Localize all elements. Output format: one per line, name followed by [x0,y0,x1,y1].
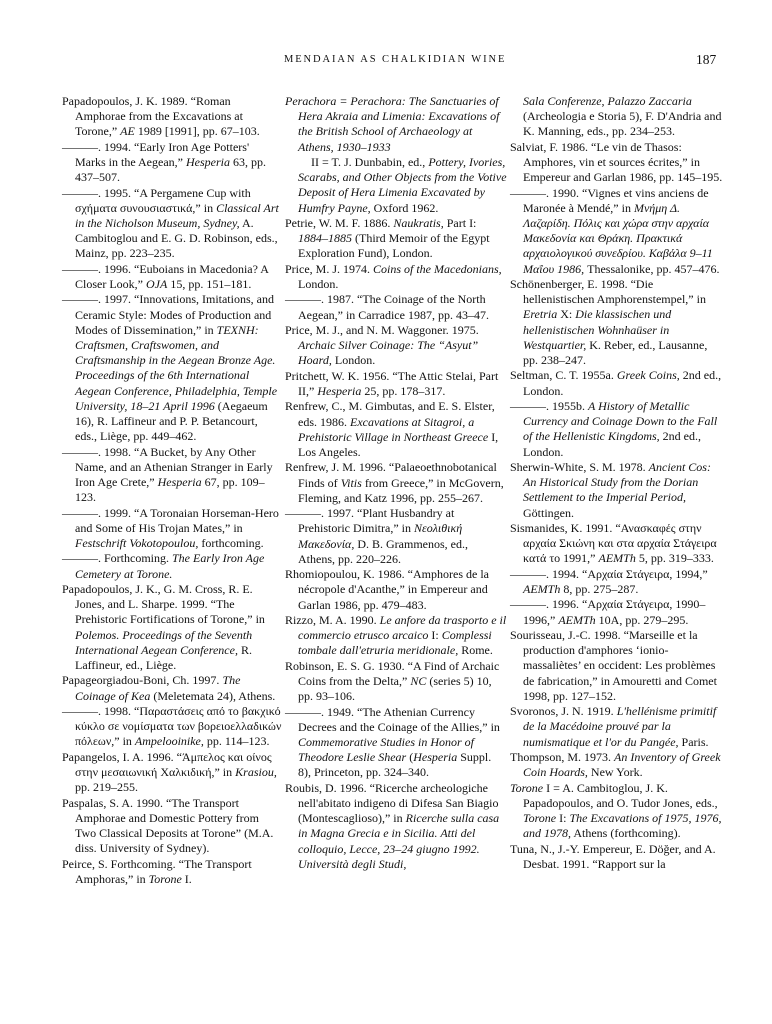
entry-text: New York. [587,765,643,780]
italic-text: Die klassischen und hellenistischen Wohnhaüser in Westquartier, [523,307,672,352]
entry-text: R. Laffineur, ed., Liège. [75,642,252,673]
bibliography-entry [285,94,507,155]
bibliography-entry [285,659,507,705]
entry-text: Rome. [458,643,493,658]
entry-text: ———. 1987. “The Coinage of the North Aegean,” in Carradice 1987, pp. 43–47. [285,292,489,322]
bibliography-entry [62,445,282,506]
entry-text: Rhomiopoulou, K. 1986. “Amphores de la nécropole d'Acanthe,” in Empereur and Garlan 1986, pp. 479–483. [285,567,489,612]
bibliography-entry [62,94,282,140]
entry-text: I, Los Angeles. [298,429,499,459]
entry-text: Göttingen. [523,505,574,520]
italic-text: Torone [148,871,182,886]
entry-text: ———. 1997. “Plant Husbandry at Prehistoric Dimitra,” in [285,506,455,536]
entry-text: Svoronos, J. N. 1919. [510,704,617,719]
entry-text: 5, pp. 319–333. [635,551,714,566]
italic-text: Classical Art in the Nicholson Museum, Sydney, [75,200,279,230]
entry-text: forthcoming. [198,536,264,551]
entry-text: K. Reber, ed., Lausanne, pp. 238–247. [523,337,708,368]
bibliography-entry [285,460,507,506]
italic-text: Torone [510,780,544,795]
italic-text: L'hellénisme primitif de la Macédoine prouvé par la numismatique et l'or du Pangée, [523,704,717,749]
entry-text: I: [556,810,570,825]
italic-text: AEMTh [558,612,596,627]
bibliography-entry [285,399,507,460]
bibliography-entry [285,369,507,399]
italic-text: Hesperia [317,383,362,398]
entry-text: Tuna, N., J.-Y. Empereur, E. Döğer, and A. Desbat. 1991. “Rapport sur la [510,841,716,871]
entry-text: A. Cambitoglou and E. G. D. Robinson, eds., Mainz, pp. 223–235. [75,216,278,261]
italic-text: Ancient Cos: An Historical Study from the Dorian Settlement to the Imperial Period, [523,460,711,505]
entry-text: 15, pp. 151–181. [167,277,252,291]
italic-text: An Inventory of Greek Coin Hoards, [523,749,721,780]
entry-text: (Meletemata 24), Athens. [150,688,276,703]
entry-text: (series 5) 10, pp. 93–106. [298,673,492,704]
bibliography-entry [510,460,724,521]
italic-text: Complessi tombale dall'etruria meridionale, [298,628,492,658]
entry-text: ———. 1994. “Early Iron Age Potters' Marks in the Aegean,” [62,139,250,169]
entry-text: ( [406,750,414,765]
italic-text: AE [120,124,135,139]
bibliography-entry [285,262,507,292]
bibliography-entry [510,368,724,398]
bibliography-entry [510,704,724,750]
entry-text: Sismanides, K. 1991. “Ανασκαφές στην αρχαία Σκιώνη και στα αρχαία Στάγειρα κατά το 1991,” [510,521,717,566]
bibliography-entry [285,705,507,781]
italic-text: Greek Coins, [616,368,680,383]
entry-text: 67, pp. 109–123. [75,475,265,505]
bibliography-entry [285,216,507,262]
page-number: 187 [696,52,717,67]
italic-text: Pottery, Ivories, Scarabs, and Other Objects from the Votive Deposit of Hera Limenia Excavated by Humfry Payne, [298,155,507,215]
bibliography-entry [62,750,282,796]
italic-text: AEMTh [598,551,636,566]
bibliography-column-3 [510,94,724,872]
bibliography-entry [510,186,724,277]
entry-text: 2nd ed., London. [523,429,701,459]
entry-text: Rizzo, M. A. 1990. [285,612,380,627]
entry-text: ———. Forthcoming. [62,551,172,566]
entry-text: Paspalas, S. A. 1990. “The Transport Amphorae and Domestic Pottery from Two Classical Deposits at Torone” (M.A. diss. University of Sydney). [62,795,274,856]
entry-text: I = A. Cambitoglou, J. K. Papadopoulos, and O. Tudor Jones, eds., [523,780,718,810]
bibliography-entry [62,506,282,552]
bibliography-entry [510,94,724,140]
italic-text: A History of Metallic Currency and Coinage Down to the Fall of the Hellenistic Kingdoms, [523,399,718,444]
italic-text: The Early Iron Age Cemetery at Torone. [75,551,265,581]
entry-text: Petrie, W. M. F. 1886. [285,216,394,230]
bibliography-entry [510,521,724,567]
entry-text: 1989 [1991], pp. 67–103. [134,124,260,139]
italic-text: Sala Conferenze, Palazzo Zaccaria [523,94,692,108]
entry-text: Suppl. 8), Princeton, pp. 324–340. [298,750,492,780]
italic-text: The Coinage of Kea [75,673,241,703]
entry-text: Oxford 1962. [370,200,439,215]
bibliography-entry [510,781,724,842]
bibliography-entry [285,292,507,322]
entry-text: pp. 219–255. [75,780,138,795]
entry-text: Thompson, M. 1973. [510,749,615,764]
entry-text: X: [557,307,576,322]
bibliography-column-1 [62,94,282,887]
entry-text: 2nd ed., London. [523,368,722,398]
bibliography-entry [510,750,724,780]
bibliography-entry [62,582,282,673]
bibliography-entry [285,567,507,613]
entry-text: Robinson, E. S. G. 1930. “A Find of Archaic Coins from the Delta,” [285,658,500,688]
entry-text: ———. 1994. “Αρχαία Στάγειρα, 1994,” [510,566,708,581]
italic-text: AEMTh [523,582,561,596]
entry-text: (Third Memoir of the Egypt Exploration Fund), London. [298,231,490,261]
running-title: MENDAIAN AS CHALKIDIAN WINE [284,54,507,65]
entry-text: Pritchett, W. K. 1956. “The Attic Stelai, Part II,” [285,368,499,398]
italic-text: Archaic Silver Coinage: The “Asyut” Hoard, [298,338,479,368]
entry-text: (Archeologia e Storia 5), F. D'Andria and K. Manning, eds., pp. 234–253. [523,109,722,139]
running-header [0,54,772,74]
bibliography-entry [62,140,282,186]
entry-text: 10A, pp. 279–295. [595,612,689,627]
italic-text: Torone [523,810,557,825]
bibliography-entry [62,186,282,262]
italic-text: Perachora = Perachora: The Sanctuaries of Hera Akraia and Limenia: Excavations of the British School of Archaeology at Athens, 1930–1933 [285,94,500,154]
bibliography-entry [510,628,724,704]
entry-text: ———. 1996. “Αρχαία Στάγειρα, 1990–1996,” [510,597,706,627]
entry-text: 63, pp. 437–507. [75,155,266,185]
entry-text: Athens (forthcoming). [571,826,681,841]
entry-text: Sherwin-White, S. M. 1978. [510,460,649,474]
italic-text: Commemorative Studies in Honor of Theodore Leslie Shear [298,734,474,765]
entry-text: ———. 1990. “Vignes et vins anciens de Maronée à Mendé,” in [510,185,709,215]
italic-text: TEXNH: Craftsmen, Craftswomen, and Craftsmanship in the Aegean Bronze Age. Proceedings of the 6th International Aegean Conference, Philadelphia, Temple University, 18–21 April 1996 [75,322,278,413]
bibliography-column-2 [285,94,507,872]
entry-text: Renfrew, C., M. Gimbutas, and E. S. Elster, eds. 1986. [285,399,495,429]
entry-text: Seltman, C. T. 1955a. [510,368,617,383]
bibliography-entry [510,399,724,460]
italic-text: Naukratis, [393,216,444,230]
entry-text: Roubis, D. 1996. “Ricerche archeologiche nell'abitato indigeno di Difesa San Biagio (Montescaglioso),” in [285,780,499,826]
bibliography-entry [285,506,507,567]
entry-text: ———. 1995. “A Pergamene Cup with σχήματα συνουσιαστικά,” in [62,185,251,215]
italic-text: Vitis [340,475,362,490]
entry-text: (Aegaeum 16), R. Laffineur and P. P. Betancourt, eds., Liège, pp. 449–462. [75,398,268,444]
bibliography-entry [62,673,282,703]
entry-text: ———. 1998. “A Bucket, by Any Other Name, and an Athenian Stranger in Early Iron Age Crete,” [62,444,273,490]
bibliography-entry [510,842,724,872]
italic-text: Festschrift Vokotopoulou, [75,536,199,551]
italic-text: Hesperia [157,475,202,490]
entry-text: Salviat, F. 1986. “Le vin de Thasos: Amphores, vin et sources écrites,” in Empereur and Garlan 1986, pp. 145–195. [510,139,723,185]
bibliography-entry [62,292,282,444]
entry-text: Papadopoulos, J. K. 1989. “Roman Amphorae from the Excavations at Torone,” [62,94,243,139]
bibliography-entry [62,262,282,292]
entry-text: D. B. Grammenos, ed., Athens, pp. 220–226. [298,536,468,566]
italic-text: Coins of the Macedonians, [373,261,502,276]
entry-text: Papageorgiadou-Boni, Ch. 1997. [62,673,223,688]
entry-text: Price, M. J., and N. M. Waggoner. 1975. [285,322,479,337]
italic-text: Hesperia [413,750,458,765]
italic-text: Polemos. Proceedings of the Seventh International Aegean Conference, [75,627,253,657]
entry-text: London. [331,353,376,368]
entry-text: Sourisseau, J.-C. 1998. “Marseille et la production d'amphores ‘ionio-massaliètes’ en occident: Les problèmes de fabrication,” in Amouretti and Comet 1998, pp. 127–152. [510,627,717,703]
bibliography-entry [285,323,507,369]
entry-text: Thessalonike, pp. 457–476. [584,261,720,276]
entry-text: ———. 1999. “A Toronaian Horseman-Hero and Some of His Trojan Mates,” in [62,505,279,535]
italic-text: Νεολιθική Μακεδονία, [298,521,463,551]
entry-text: London. [298,277,339,291]
bibliography-entry [62,551,282,581]
entry-text: I. [181,871,192,886]
bibliography-entry [285,613,507,659]
italic-text: Le anfore da trasporto e il commercio etrusco arcaico [298,612,507,643]
entry-text: 8, pp. 275–287. [560,582,639,596]
entry-text: Papadopoulos, J. K., G. M. Cross, R. E. Jones, and L. Sharpe. 1999. “The Prehistoric Fortifications of Torone,” in [62,582,265,627]
italic-text: OJA [146,277,168,291]
entry-text: ———. 1949. “The Athenian Currency Decrees and the Coinage of the Allies,” in [285,704,500,734]
entry-text: Part I: [443,216,477,230]
italic-text: 1884–1885 [298,231,352,246]
entry-text: from Greece,” in McGovern, Fleming, and Katz 1996, pp. 255–267. [298,475,504,505]
entry-text: Peirce, S. Forthcoming. “The Transport Amphoras,” in [62,856,252,886]
entry-text: ———. 1955b. [510,399,588,413]
entry-text: ———. 1997. “Innovations, Imitations, and Ceramic Style: Modes of Production and Modes of Dissemination,” in [62,292,274,337]
italic-text: Excavations at Sitagroi, a Prehistoric Village in Northeast Greece [298,414,489,444]
entry-text: II = T. J. Dunbabin, ed., [311,155,429,169]
entry-text: I: [428,628,442,643]
entry-text: ———. 1998. “Παραστάσεις από το βακχικό κύκλο σε νομίσματα των βορειοελλαδικών πόλεων,” in [62,704,282,749]
bibliography-entry [510,567,724,597]
entry-text: Paris. [678,734,709,749]
italic-text: Μνήμη Δ. Λαζαρίδη. Πόλις και χώρα στην αρχαία Μακεδονία και Θράκη. Πρακτικά αρχαιολογικού συνεδρίου. Καβάλα 9–11 Μαΐου 1986, [523,200,713,276]
bibliography-entry [285,781,507,872]
italic-text: NC [410,673,427,688]
bibliography-entry [510,277,724,368]
entry-text: Schönenberger, E. 1998. “Die hellenistischen Amphorenstempel,” in [510,277,706,307]
italic-text: Eretria [523,307,558,322]
entry-text: pp. 114–123. [203,734,270,749]
entry-text: 25, pp. 178–317. [361,383,446,398]
bibliography-entry [510,140,724,186]
entry-text: Renfrew, J. M. 1996. “Palaeoethnobotanical Finds of [285,460,497,490]
bibliography-entry [62,704,282,750]
entry-text: ———. 1996. “Euboians in Macedonia? A Closer Look,” [62,261,269,291]
bibliography-entry [62,857,282,887]
italic-text: Ricerche sulla casa in Magna Grecia e in Sicilia. Atti del colloquio, Lecce, 23–24 giugno 1992. Università degli Studi, [298,811,500,871]
bibliography-entry [285,155,507,216]
bibliography-entry [510,597,724,627]
entry-text: Papangelos, I. A. 1996. “Άμπελος και οίνος στην μεσαιωνική Χαλκιδική,” in [62,749,272,779]
italic-text: Krasiou, [235,765,277,779]
italic-text: The Excavations of 1975, 1976, and 1978, [523,810,722,841]
italic-text: Ampelooinike, [134,734,204,749]
italic-text: Hesperia [185,155,230,169]
bibliography-entry [62,796,282,857]
entry-text: Price, M. J. 1974. [285,261,373,276]
